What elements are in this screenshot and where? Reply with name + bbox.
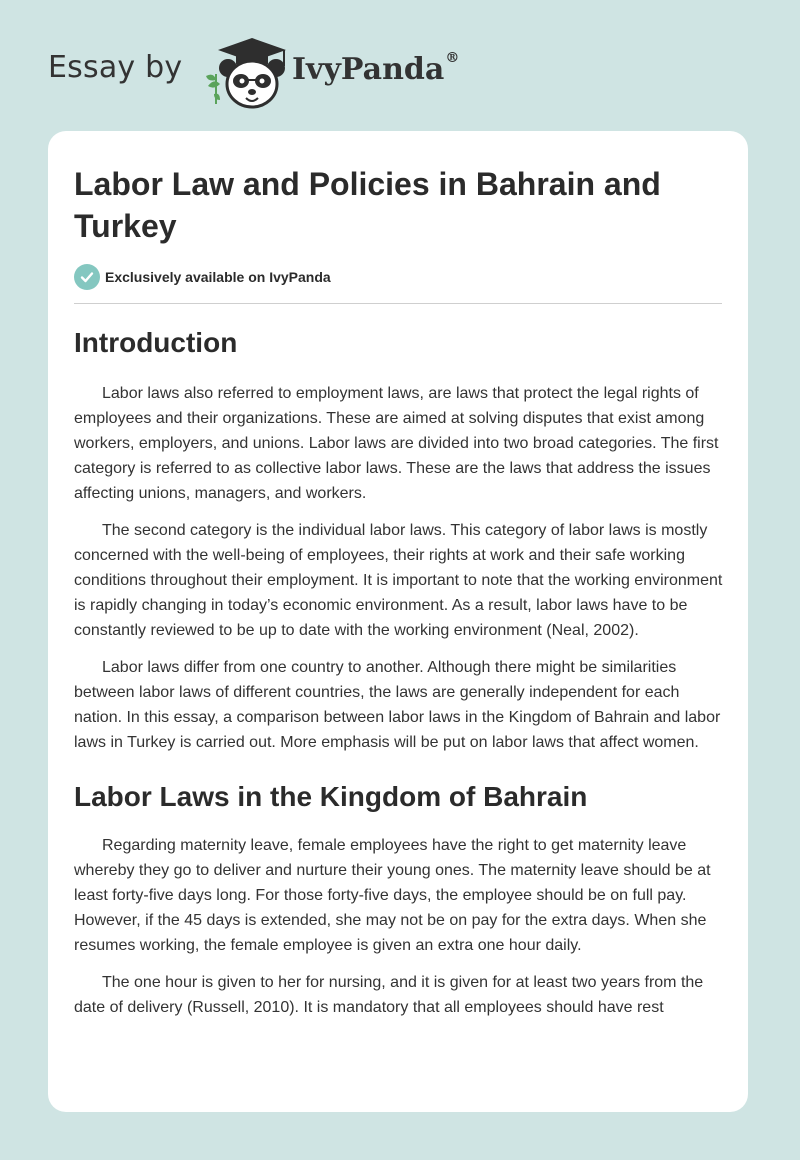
paragraph: Labor laws also referred to employment laws, are laws that protect the legal rights of employees and their organizations. These are aimed at solving disputes that exist among workers, employers, and unions. Labor laws are divided into two broad categories. The first category is referred to as collective labor laws. These are the laws that address the issues affecting unions, managers, and workers.	[74, 385, 719, 502]
paragraph: The one hour is given to her for nursing, and it is given for at least two years from the date of delivery (Russell, 2010). It is mandatory that all employees should have rest	[74, 974, 704, 1016]
leaf-icon	[206, 74, 220, 104]
exclusive-badge	[74, 263, 331, 291]
page-title: Labor Law and Policies in Bahrain and Turkey	[74, 166, 661, 244]
paragraph: Labor laws differ from one country to another. Although there might be similarities between labor laws of different countries, the laws are generally independent for each nation. In this essay, a comparison between labor laws in the Kingdom of Bahrain and labor laws in Turkey is carried out. More emphasis will be put on labor laws that affect women.	[74, 659, 721, 751]
divider	[74, 303, 722, 304]
paragraph: The second category is the individual labor laws. This category of labor laws is mostly concerned with the well-being of employees, their rights at work and their safe working conditions throughout their employment. It is important to note that the working environment is rapidly changing in today’s economic environment. As a result, labor laws have to be constantly reviewed to be up to date with the working environment (Neal, 2002).	[74, 522, 723, 639]
brand-prefix: Essay by	[48, 50, 183, 85]
brand-name[interactable]: IvyPanda®	[292, 50, 460, 87]
section-heading-bahrain: Labor Laws in the Kingdom of Bahrain	[74, 781, 588, 812]
exclusive-label: Exclusively available on IvyPanda	[105, 269, 331, 285]
panda-logo-icon[interactable]	[200, 34, 292, 110]
check-icon	[74, 264, 100, 290]
essay-card	[48, 131, 748, 1112]
section-heading-introduction: Introduction	[74, 327, 238, 358]
article-body	[74, 323, 724, 1032]
paragraph: Regarding maternity leave, female employees have the right to get maternity leave whereby they go to deliver and nurture their young ones. The maternity leave should be at least forty-five days long. For those forty-five days, the employee should be on full pay. However, if the 45 days is extended, she may not be on pay for the extra days. When she resumes working, the female employee is given an extra one hour daily.	[74, 837, 711, 954]
site-header	[0, 0, 800, 130]
